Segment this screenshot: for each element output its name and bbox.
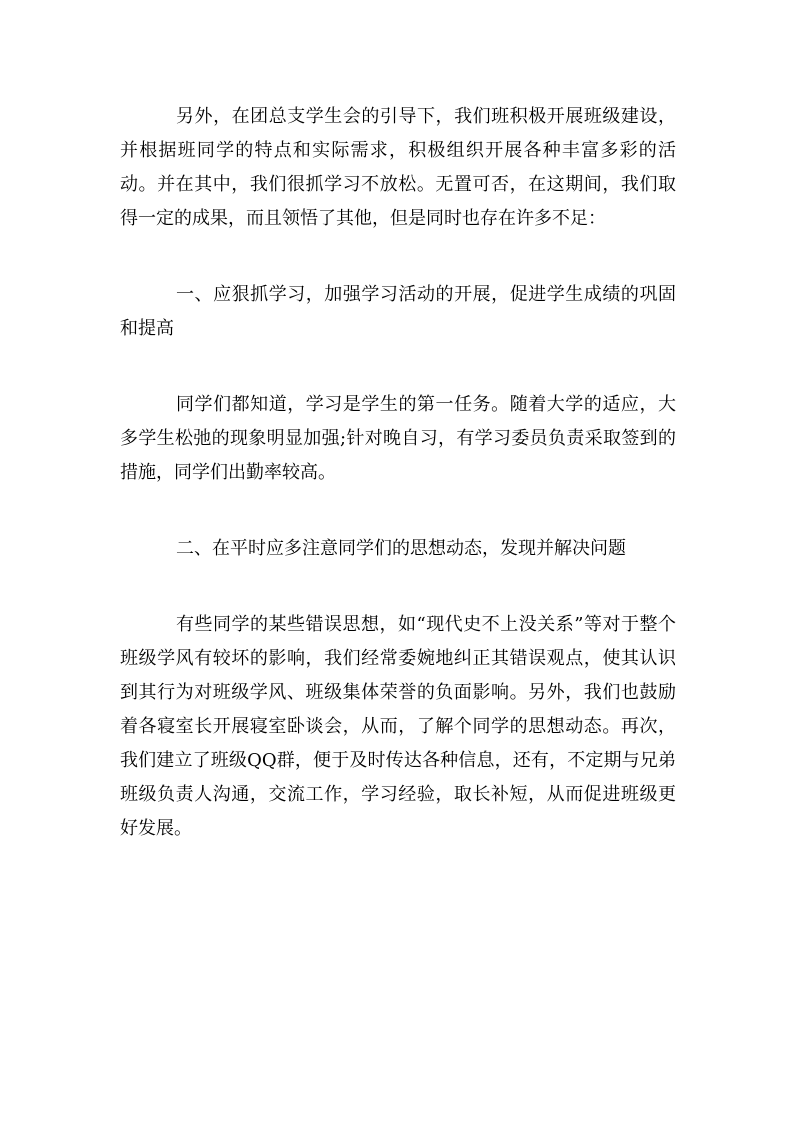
- paragraph-gap: [120, 236, 676, 278]
- section-heading-1: 一、应狠抓学习，加强学习活动的开展，促进学生成绩的巩固和提高: [120, 284, 676, 339]
- paragraph-thoughts: 有些同学的某些错误思想，如“现代史不上没关系”等对于整个班级学风有较坏的影响，我们经常委婉地纠正其错误观点，使其认识到其行为对班级学风、班级集体荣誉的负面影响。另外，我们也鼓励着各寝室长开展寝室卧谈会，从而，了解个同学的思想动态。再次，我们建立了班级QQ群，便于及时传达各种信息，还有，不定期与兄弟班级负责人沟通，交流工作，学习经验，取长补短，从而促进班级更好发展。: [120, 614, 676, 839]
- paragraph-gap: [120, 490, 676, 532]
- paragraph-intro: 另外，在团总支学生会的引导下，我们班积极开展班级建设，并根据班同学的特点和实际需求，积极组织开展各种丰富多彩的活动。并在其中，我们很抓学习不放松。无置可否，在这期间，我们取得一定的成果，而且领悟了其他，但是同时也存在许多不足：: [120, 106, 676, 229]
- paragraph-gap: [120, 566, 676, 608]
- paragraph-gap: [120, 346, 676, 388]
- paragraph-study: 同学们都知道，学习是学生的第一任务。随着大学的适应，大多学生松弛的现象明显加强;针对晚自习，有学习委员负责采取签到的措施，同学们出勤率较高。: [120, 394, 676, 483]
- document-body: [120, 100, 676, 846]
- section-heading-2: 二、在平时应多注意同学们的思想动态，发现并解决问题: [176, 538, 626, 559]
